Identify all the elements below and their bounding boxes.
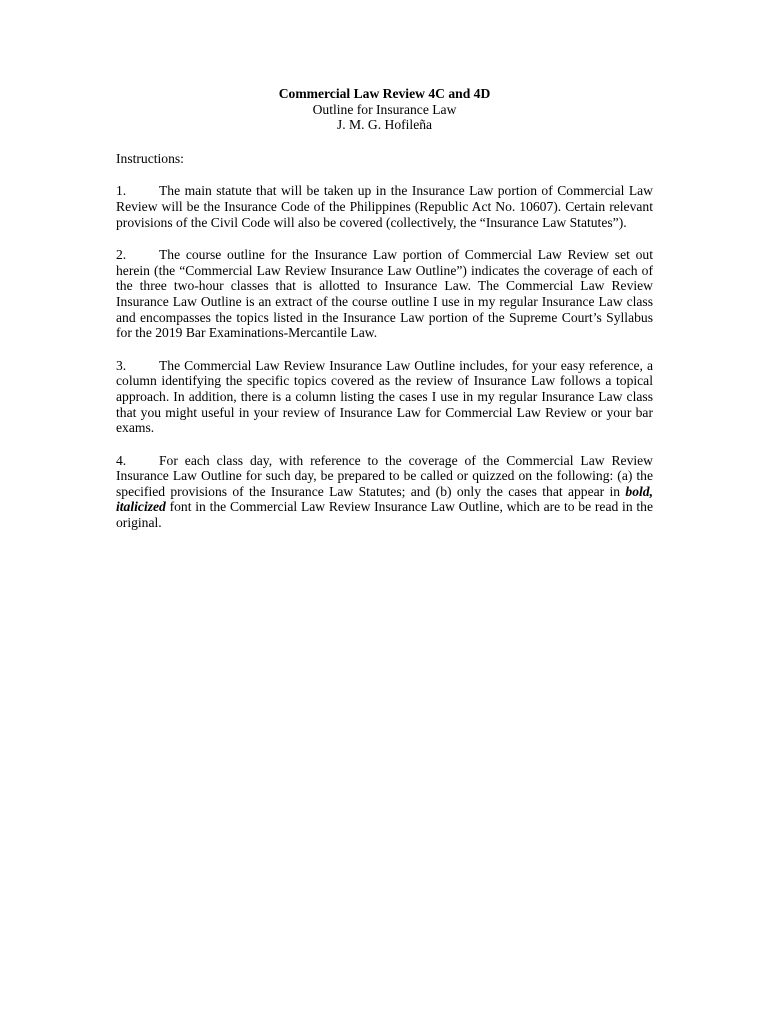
document-subtitle: Outline for Insurance Law	[312, 101, 457, 117]
bold-italic-emphasis: bold, italicized	[116, 483, 653, 515]
instruction-paragraph-2	[116, 247, 653, 341]
paragraph-text: The Commercial Law Review Insurance Law Outline includes, for your easy reference, a column identifying the specific topics covered as the review of Insurance Law follows a topical approach. In addition, there is a column listing the cases I use in my regular Insurance Law class that you might useful in your review of Insurance Law for Commercial Law Review or your bar exams.	[116, 357, 653, 436]
document-header	[116, 86, 653, 133]
paragraph-text: The main statute that will be taken up in the Insurance Law portion of Commercial Law Review will be the Insurance Code of the Philippines (Republic Act No. 10607). Certain relevant provisions of the Civil Code will also be covered (collectively, the “Insurance Law Statutes”).	[116, 183, 653, 230]
paragraph-number: 3.	[116, 357, 127, 373]
paragraph-number: 1.	[116, 183, 127, 199]
paragraph-text-before: For each class day, with reference to the coverage of the Commercial Law Review Insurance Law Outline for such day, be prepared to be called or quizzed on the following: (a) the specified provisions of the Insurance Law Statutes; and (b) only the cases that appear in	[116, 452, 653, 499]
document-title: Commercial Law Review 4C and 4D	[278, 86, 491, 101]
document-page	[116, 86, 653, 531]
instructions-label: Instructions:	[116, 150, 184, 166]
paragraph-text: The course outline for the Insurance Law portion of Commercial Law Review set out herein (the “Commercial Law Review Insurance Law Outline”) indicates the coverage of each of the three two-hour classes that is allotted to Insurance Law. The Commercial Law Review Insurance Law Outline is an extract of the course outline I use in my regular Insurance Law class and encompasses the topics listed in the Insurance Law portion of the Supreme Court’s Syllabus for the 2019 Bar Examinations-Mercantile Law.	[116, 247, 653, 341]
paragraph-number: 2.	[116, 247, 127, 263]
instruction-paragraph-3	[116, 358, 653, 436]
paragraph-number: 4.	[116, 452, 127, 468]
document-author: J. M. G. Hofileña	[336, 117, 433, 133]
paragraph-text-after: font in the Commercial Law Review Insurance Law Outline, which are to be read in the original.	[116, 499, 653, 531]
instruction-paragraph-4	[116, 453, 653, 531]
instruction-paragraph-1	[116, 183, 653, 230]
